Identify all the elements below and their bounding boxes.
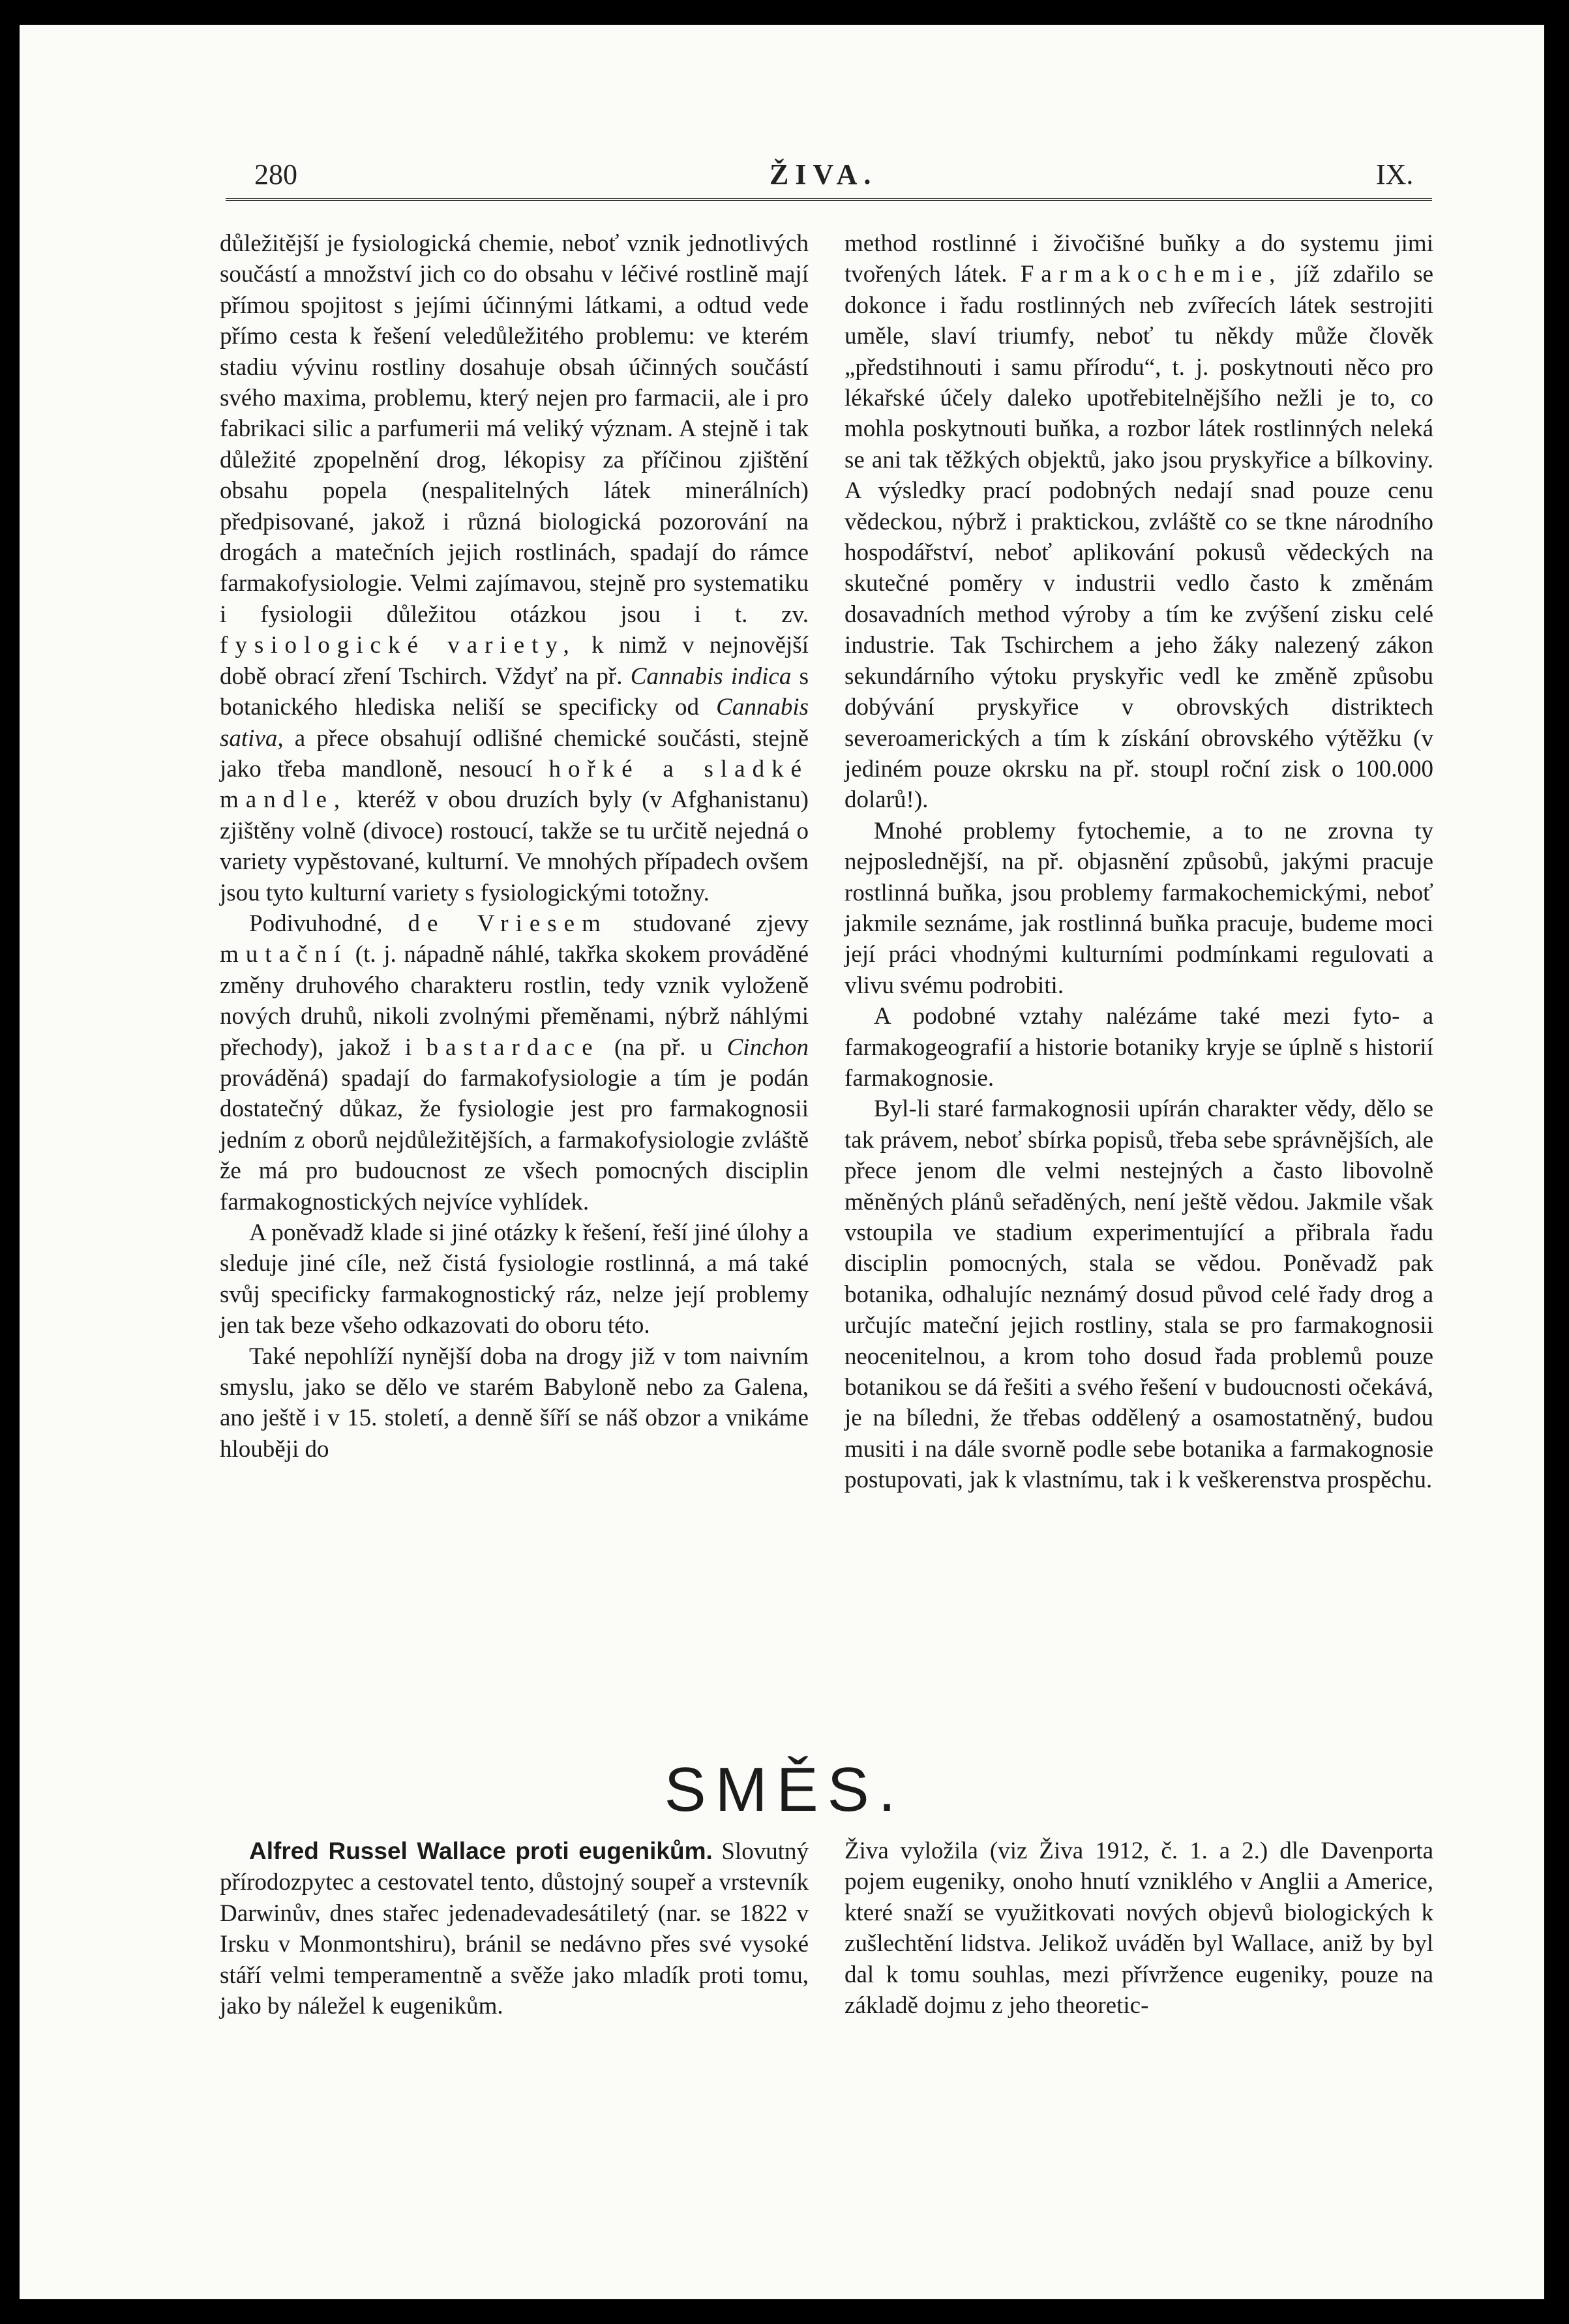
paragraph: Mnohé problemy fytochemie, a to ne zrovna ty nejposlednější, na př. objasnění způsobů, jakými pracuje rostlinná buňka, jsou problemy farmakochemickými, neboť jakmile seznáme, jak rostlinná buňka pracuje, budeme moci její práci vhodnými kulturními podmínkami regulovati a vlivu svému podrobiti. [844,817,1433,999]
paragraph: Podivuhodné, de Vriesem studované zjevy mutační (t. j. nápadně náhlé, takřka skokem prováděné změny druhového charakteru rostlin, tedy vznik vyloženě nových druhů, nikoli zvolnými přeměnami, nýbrž náhlými přechody), jakož i bastardace (na př. u Cinchon prováděná) spadají do farmakofysiologie a tím je podán dostatečný důkaz, že fysiologie jest pro farmakognosii jedním z oborů nejdůležitějších, a farmakofysiologie zvláště že má pro budoucnost ze všech pomocných disciplin farmakognostických nejvíce vyhlídek. [220,910,809,1215]
paragraph: method rostlinné i živočišné buňky a do systemu jimi tvořených látek. Farmakochemie, jíž zdařilo se dokonce i řadu rostlinných neb zvířecích látek sestrojiti uměle, slaví triumfy, neboť tu někdy může člověk „předstihnouti i samu přírodu“, t. j. poskytnouti něco pro lékařské účely daleko upotřebitelnějšího nežli je to, co mohla poskytnouti buňka, a rozbor látek rostlinných neleká se ani tak těžkých objektů, jako jsou pryskyřice a bílkoviny. A výsledky prací podobných nedají snad pouze cenu vědeckou, nýbrž i praktickou, zvláště co se tkne národního hospodářství, neboť aplikování pokusů vědeckých na skutečné poměry v industrii vedlo často k změnám dosavadních method výroby a tím ke zvýšení zisku celé industrie. Tak Tschirchem a jeho žáky nalezený zákon sekundárního výtoku pryskyřic vedl ke změně způsobu dobývání pryskyřice v obrovských distriktech severoamerických a tím k získání obrovského výtěžku (v jediném pouze okrsku na př. stoupl roční zisk o 100.000 dolarů!). [844,230,1434,814]
page-number: 280 [254,158,297,190]
paragraph: A podobné vztahy nalézáme také mezi fyto- a farmakogeografií a historie botaniky kryje se úplně s historií farmakognosie. [844,1003,1433,1092]
paragraph: A poněvadž klade si jiné otázky k řešení, řeší jiné úlohy a sleduje jiné cíle, než čistá fysiologie rostlinná, a má také svůj specificky farmakognostický ráz, nelze její problemy jen tak beze všeho odkazovati do oboru této. [220,1219,809,1339]
volume-number: IX. [1376,158,1414,190]
paragraph: Živa vyložila (viz Živa 1912, č. 1. a 2.) dle Davenporta pojem eugeniky, onoho hnutí vzniklého v Anglii a Americe, které snaží se využitkovati nových objevů biologických k zušlechtění lidstva. Jelikož uváděn byl Wallace, aniž by byl dal k tomu souhlas, mezi přívržence eugeniky, pouze na základě dojmu z jeho theoretic- [844,1838,1433,2019]
journal-title: ŽIVA. [770,158,878,190]
paragraph: Alfred Russel Wallace proti eugenikům. Slovutný přírodozpytec a cestovatel tento, důstojný soupeř a vrstevník Darwinův, dnes stařec jedenadevadesátiletý (nar. se 1822 v Irsku v Monmontshiru), bránil se nedávno přes své vysoké stáří velmi temperamentně a svěže jako mladík proti tomu, jako by náležel k eugenikům. [220,1838,809,2020]
paragraph: Byl-li staré farmakognosii upírán charakter vědy, dělo se tak právem, neboť sbírka popisů, třeba sebe správnějších, ale přece jenom dle velmi nestejných a často libovolně měněných plánů seřaděných, není ještě vědou. Jakmile však vstoupila ve stadium experimentující a přibrala řadu disciplin pomocných, stala se vědou. Poněvadž pak botanika, odhalujíc neznámý dosud původ celé řady drog a určujíc mateční jejich rostliny, stala se pro farmakognosii neocenitelnou, a krom toho dosud řada problemů pouze botanikou se dá řešiti a svého řešení v budoucnosti očekává, je na bíledni, že třebas oddělený a osamostatněný, budou musiti i na dále svorně podle sebe botanika a farmakognosie postupovati, jak k vlastnímu, tak i k veškerenstva prospěchu. [844,1095,1433,1494]
left-column [220,228,809,1465]
article-left-column [220,1836,809,2021]
right-column [844,228,1433,1496]
article-title: Alfred Russel Wallace proti eugenikům. [249,1838,713,1864]
paragraph: Také nepohlíží nynější doba na drogy již v tom naivním smyslu, jako se dělo ve starém Babyloně nebo za Galena, ano ještě i v 15. století, a denně šíří se náš obzor a vnikáme hlouběji do [220,1343,809,1463]
section-heading: SMĚS. [664,1755,905,1825]
header-rule [226,198,1432,201]
paragraph: důležitější je fysiologická chemie, neboť vznik jednotlivých součástí a množství jich co do obsahu v léčivé rostlině mají přímou spojitost s jejími účinnými látkami, a odtud vede přímo cesta k řešení veledůležitého problemu: ve kterém stadiu vývinu rostliny dosahuje obsah účinných součástí svého maxima, problemu, který nejen pro farmacii, ale i pro fabrikaci silic a parfumerii má veliký význam. A stejně i tak důležité zpopelnění drog, lékopisy za příčinou zjištění obsahu popela (nespalitelných látek minerálních) předpisované, jakož i různá biologická pozorování na drogách a matečních jejich rostlinách, spadají do rámce farmakofysiologie. Velmi zajímavou, stejně pro systematiku i fysiologii důležitou otázkou jsou i t. zv. fysiologické variety, k nimž v nejnovější době obrací zření Tschirch. Vždyť na př. Cannabis indica s botanického hlediska neliší se specificky od Cannabis sativa, a přece obsahují odlišné chemické součásti, stejně jako třeba mandloně, nesoucí hořké a sladké mandle, kteréž v obou druzích byly (v Afghanistanu) zjištěny volně (divoce) rostoucí, takže se tu určitě nejedná o variety vypěstované, kulturní. Ve mnohých případech ovšem jsou tyto kulturní variety s fysiologickými totožny. [220,230,809,906]
article-right-column [844,1836,1433,2021]
